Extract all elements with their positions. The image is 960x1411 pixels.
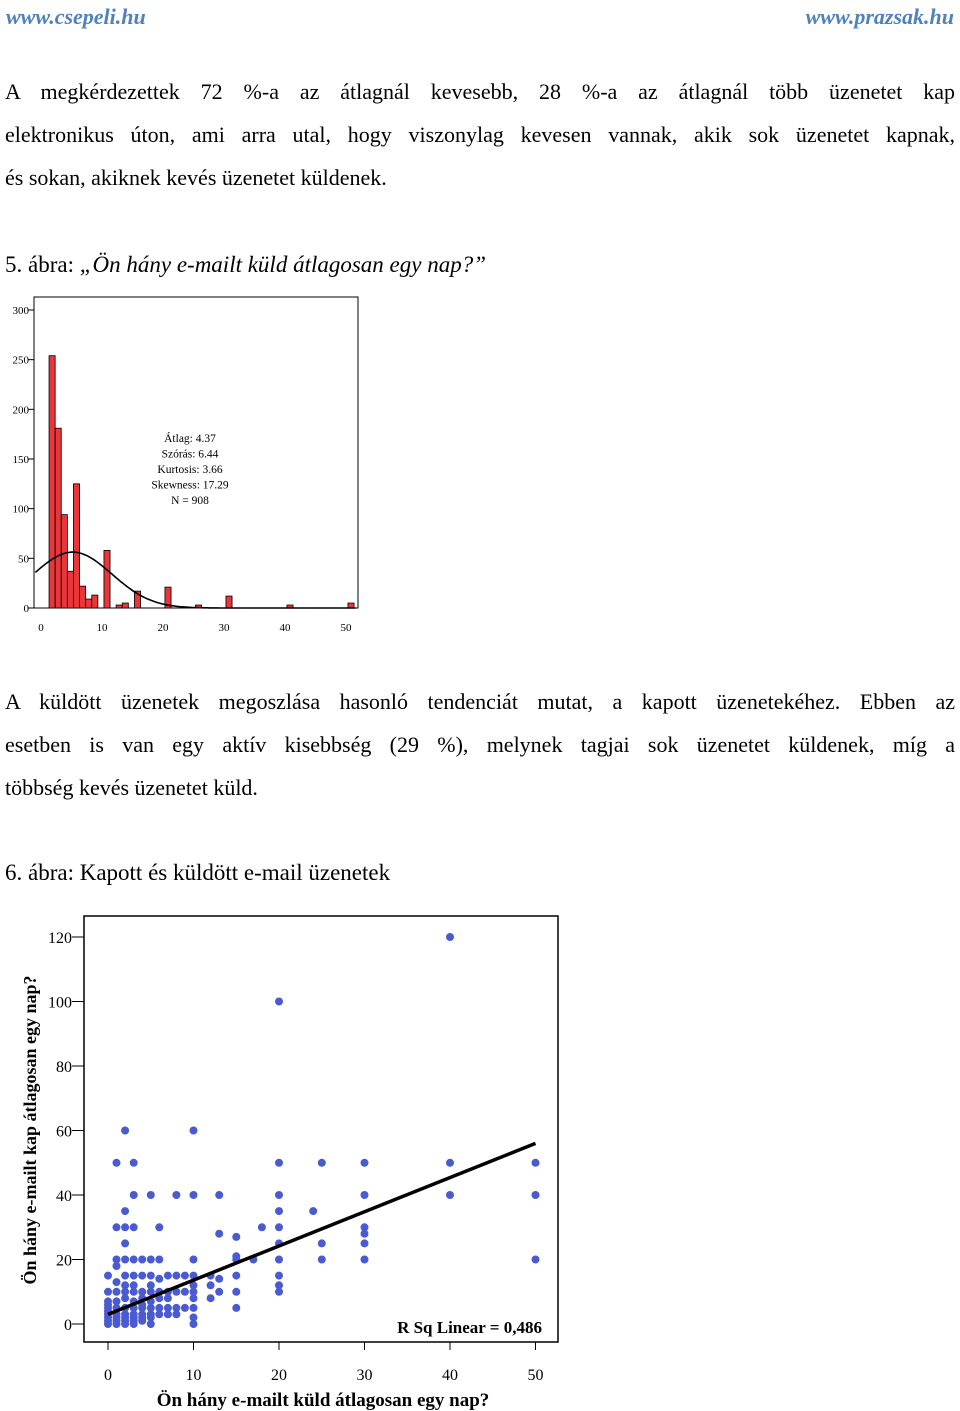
- scatter-point: [121, 1207, 129, 1215]
- scatter-point: [130, 1191, 138, 1199]
- scatter-point: [155, 1223, 163, 1231]
- histogram-stats-line: Átlag: 4.37: [164, 433, 216, 445]
- scatter-point: [361, 1159, 369, 1167]
- header-link-left[interactable]: www.csepeli.hu: [6, 4, 146, 29]
- scatter-point: [130, 1159, 138, 1167]
- scatter-point: [275, 1272, 283, 1280]
- scatter-point: [121, 1127, 129, 1135]
- scatter-point: [121, 1272, 129, 1280]
- paragraph-1-line: elektronikus úton, ami arra utal, hogy viszonylag kevesen vannak, akik sok üzenetet kapnak,: [5, 122, 955, 147]
- scatter-point: [215, 1230, 223, 1238]
- scatter-point: [155, 1304, 163, 1312]
- paragraph-2-line: A küldött üzenetek megoszlása hasonló tendenciát mutat, a kapott üzenetekéhez. Ebben az: [5, 689, 955, 714]
- scatter-point: [232, 1272, 240, 1280]
- histogram-y-tick-label: 50: [18, 553, 29, 566]
- scatter-y-tick-label: 60: [56, 1123, 72, 1141]
- scatter-point: [232, 1288, 240, 1296]
- scatter-point: [181, 1272, 189, 1280]
- scatter-point: [446, 1191, 454, 1199]
- scatter-point: [361, 1191, 369, 1199]
- scatter-point: [190, 1304, 198, 1312]
- scatter-point: [172, 1272, 180, 1280]
- scatter-point: [215, 1288, 223, 1296]
- scatter-point: [232, 1252, 240, 1260]
- figure-5-caption-title: „Ön hány e-mailt küld átlagosan egy nap?”: [79, 252, 487, 277]
- paragraph-1-line: A megkérdezettek 72 %-a az átlagnál kevesebb, 28 %-a az átlagnál több üzenetet kap: [5, 79, 955, 104]
- scatter-point: [190, 1256, 198, 1264]
- scatter-point: [130, 1256, 138, 1264]
- scatter-point: [215, 1191, 223, 1199]
- histogram-x-tick-label: 40: [279, 622, 291, 634]
- scatter-point: [138, 1256, 146, 1264]
- histogram-y-tick-label: 200: [12, 404, 29, 417]
- scatter-point: [275, 1223, 283, 1231]
- scatter-point: [207, 1281, 215, 1289]
- scatter-x-tick-label: 40: [442, 1367, 458, 1384]
- scatter-point: [147, 1272, 155, 1280]
- scatter-point: [164, 1272, 172, 1280]
- histogram-stats-line: Skewness: 17.29: [151, 479, 229, 492]
- scatter-point: [121, 1223, 129, 1231]
- scatter-point: [532, 1191, 540, 1199]
- scatter-point: [104, 1272, 112, 1280]
- scatter-point: [190, 1314, 198, 1322]
- scatter-point: [181, 1288, 189, 1296]
- scatter-point: [318, 1239, 326, 1247]
- scatter-x-tick-label: 0: [104, 1367, 112, 1384]
- scatter-point: [121, 1239, 129, 1247]
- figure-6-caption: 6. ábra: Kapott és küldött e-mail üzenetek: [5, 860, 391, 885]
- scatter-frame: [84, 916, 558, 1342]
- histogram-y-tick-label: 150: [12, 454, 29, 466]
- scatter-point: [207, 1294, 215, 1302]
- scatter-y-tick-label: 100: [48, 994, 72, 1012]
- histogram-x-tick-label: 50: [340, 622, 352, 634]
- scatter-point: [130, 1272, 138, 1280]
- scatter-y-tick-label: 80: [56, 1059, 72, 1076]
- scatter-point: [113, 1223, 121, 1231]
- scatter-point: [113, 1278, 121, 1286]
- scatter-point: [121, 1256, 129, 1264]
- scatter-point: [172, 1304, 180, 1312]
- scatter-point: [446, 933, 454, 941]
- histogram-stats-line: N = 908: [171, 495, 209, 507]
- paragraph-1-line: és sokan, akiknek kevés üzenetet küldenek.: [5, 165, 387, 190]
- scatter-point: [164, 1304, 172, 1312]
- scatter-x-tick-label: 30: [356, 1367, 373, 1384]
- scatter-point: [190, 1191, 198, 1199]
- scatter-point: [181, 1304, 189, 1312]
- scatter-point: [113, 1288, 121, 1296]
- histogram-stats-line: Szórás: 6.44: [161, 448, 219, 461]
- histogram-y-tick-label: 300: [12, 305, 29, 317]
- histogram-x-tick-label: 0: [38, 622, 44, 634]
- scatter-r-squared-label: R Sq Linear = 0,486: [397, 1318, 542, 1337]
- scatter-point: [361, 1239, 369, 1247]
- scatter-point: [361, 1256, 369, 1264]
- scatter-point: [318, 1256, 326, 1264]
- scatter-point: [147, 1281, 155, 1289]
- scatter-y-tick-label: 0: [64, 1317, 72, 1334]
- scatter-point: [318, 1159, 326, 1167]
- scatter-point: [275, 998, 283, 1006]
- scatter-x-axis-label: Ön hány e-mailt küld átlagosan egy nap?: [156, 1390, 490, 1411]
- scatter-point: [309, 1207, 317, 1215]
- scatter-point: [361, 1223, 369, 1231]
- scatter-point: [130, 1281, 138, 1289]
- scatter-point: [104, 1288, 112, 1296]
- histogram-y-tick-label: 100: [12, 503, 29, 516]
- histogram-y-tick-label: 250: [12, 354, 29, 367]
- scatter-point: [532, 1159, 540, 1167]
- scatter-point: [155, 1256, 163, 1264]
- scatter-point: [130, 1223, 138, 1231]
- scatter-point: [232, 1304, 240, 1312]
- scatter-point: [275, 1207, 283, 1215]
- scatter-y-tick-label: 120: [48, 930, 72, 947]
- paragraph-2-line: esetben is van egy aktív kisebbség (29 %), melynek tagjai sok üzenetet küldenek, míg a: [5, 732, 955, 757]
- figure-5-caption-prefix: 5. ábra:: [5, 252, 80, 277]
- scatter-point: [138, 1272, 146, 1280]
- scatter-point: [275, 1191, 283, 1199]
- scatter-x-tick-label: 50: [527, 1367, 544, 1384]
- scatter-point: [258, 1223, 266, 1231]
- scatter-point: [113, 1159, 121, 1167]
- scatter-point: [121, 1281, 129, 1289]
- scatter-y-tick-label: 20: [56, 1252, 72, 1270]
- scatter-point: [215, 1275, 223, 1283]
- scatter-point: [532, 1256, 540, 1264]
- histogram-y-tick-label: 0: [23, 603, 29, 615]
- scatter-y-tick-label: 40: [56, 1188, 72, 1205]
- scatter-point: [147, 1256, 155, 1264]
- scatter-point: [446, 1159, 454, 1167]
- scatter-x-tick-label: 10: [185, 1367, 202, 1384]
- scatter-x-tick-label: 20: [271, 1367, 287, 1384]
- scatter-point: [138, 1288, 146, 1296]
- histogram-x-tick-label: 30: [218, 622, 230, 634]
- histogram-x-tick-label: 10: [96, 622, 108, 634]
- scatter-point: [172, 1191, 180, 1199]
- scatter-point: [275, 1256, 283, 1264]
- scatter-point: [155, 1275, 163, 1283]
- scatter-point: [190, 1127, 198, 1135]
- scatter-point: [113, 1256, 121, 1264]
- histogram-stats-line: Kurtosis: 3.66: [157, 464, 223, 476]
- histogram-x-tick-label: 20: [157, 622, 169, 634]
- scatter-point: [275, 1281, 283, 1289]
- header-link-right[interactable]: www.prazsak.hu: [805, 4, 954, 29]
- scatter-y-axis-label: Ön hány e-mailt kap átlagosan egy nap?: [20, 975, 40, 1285]
- scatter-point: [275, 1159, 283, 1167]
- paragraph-2-line: többség kevés üzenetet küld.: [5, 775, 258, 800]
- scatter-point: [104, 1297, 112, 1305]
- scatter-point: [232, 1233, 240, 1241]
- scatter-point: [113, 1297, 121, 1305]
- scatter-point: [147, 1191, 155, 1199]
